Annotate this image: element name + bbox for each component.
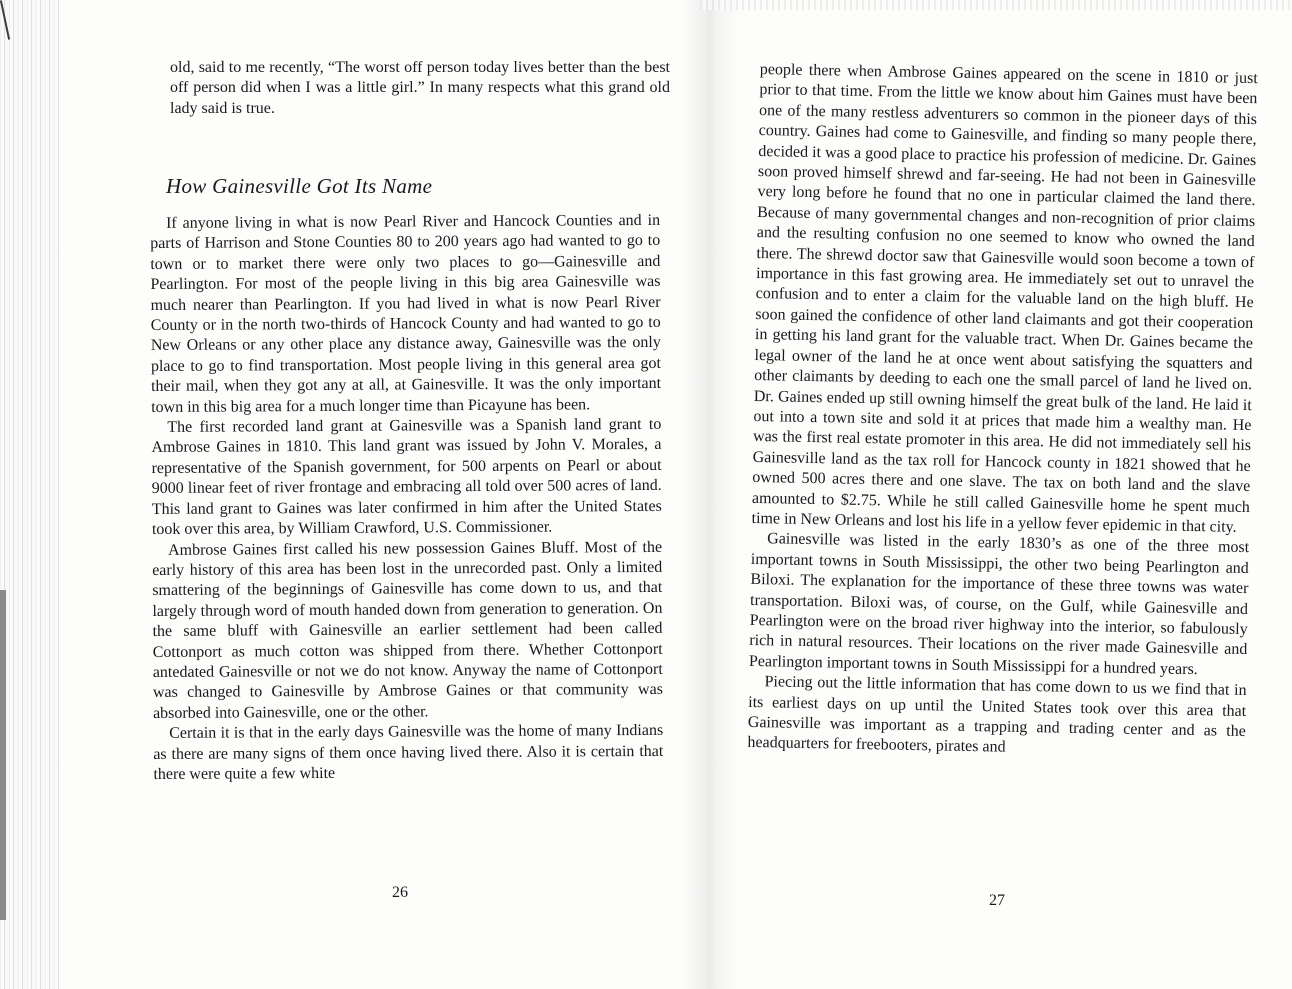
left-intro-block [170, 58, 670, 119]
book-gutter [680, 0, 740, 989]
left-paragraph: Certain it is that in the early days Gainesville was the home of many Indians as there are many signs of them once having lived there. Also it is certain that there were quite a few white [153, 722, 664, 783]
left-page-number: 26 [392, 884, 408, 901]
right-paragraph: Piecing out the little information that has come down to us we find that in its earliest days on up until the United States took over this area that Gainesville was important as a trapping and trading center and as the headquarters for freebooters, pirates and [747, 673, 1247, 757]
left-paragraph: If anyone living in what is now Pearl River and Hancock Counties and in parts of Harrison and Stone Counties 80 to 200 years ago had wanted to go to town or to market there were only two places to go—Gainesville and Pearlington. For most of the people living in this big area Gainesville was much nearer than Pearlington. If you had lived in what is now Pearl River County or in the north two-thirds of Hancock County and had wanted to go to New Orleans or any other place any distance away, Gainesville was the only place to go to find transportation. Most people living in this general area got their mail, when they got any at all, at Gainesville. It was the only important town in this big area for a much longer time than Picayune has been. [150, 211, 662, 416]
scan-edge-shadow [0, 590, 6, 920]
left-paragraph: The first recorded land grant at Gainesville was a Spanish land grant to Ambrose Gaines in 1810. This land grant was issued by John V. Morales, a representative of the Spanish government, for 500 arpents on Pearl or about 9000 linear feet of river frontage and embracing all told over 500 acres of land. This land grant to Gaines was later confirmed in him after the United States took over this area, by William Crawford, U.S. Commissioner. [151, 415, 662, 539]
right-page-number: 27 [989, 892, 1005, 909]
left-paragraph: Ambrose Gaines first called his new possession Gaines Bluff. Most of the early history of this area has been lost in the unrecorded past. Only a limited smattering of the beginnings of Gainesville has come down to us, and that largely through word of mouth handed down from generation to generation. On the same bluff with Gainesville an earlier settlement had been called Cottonport as much cotton was shipped from there. Whether Cottonport antedated Gainesville or not we do not know. Anyway the name of Cottonport was changed to Gainesville by Ambrose Gaines or that community was absorbed into Gainesville, one or the other. [152, 538, 663, 722]
right-body-text [747, 60, 1258, 763]
left-intro-paragraph: old, said to me recently, “The worst off person today lives better than the best off person did when I was a little girl.” In many respects what this grand old lady said is true. [170, 59, 670, 117]
right-paragraph: people there when Ambrose Gaines appeared on the scene in 1810 or just prior to that time. From the little we know about him Gaines must have been one of the many restless adventurers so common in the pioneer days of this country. Gaines had come to Gainesville, and finding so many people there, decided it was a good place to practice his profession of medicine. Dr. Gaines soon proved himself shrewd and far-seeing. He had not been in Gainesville very long before he found that no one in particular claimed the land there. Because of many governmental changes and non-recognition of prior claims and the resulting confusion no one seemed to know who owned the land there. The shrewd doctor saw that Gainesville would soon become a town of importance in this fast growing area. He immediately set out to unravel the confusion and to enter a claim for the valuable land on the high bluff. He soon gained the confidence of other land claimants and got their cooperation in getting his land grant for the valuable tract. When Dr. Gaines became the legal owner of the land he at once went about satisfying the squatters and other claimants by deeding to each one the small parcel of land he lived on. Dr. Gaines ended up still owning himself the great bulk of the land. He laid it out into a town site and sold it at prices that made him a wealthy man. He was the first real estate promoter in this area. He did not immediately sell his Gainesville land as the tax roll for Hancock county in 1821 showed that he owned 500 acres there and one slave. The tax on both land and the slave amounted to $2.75. While he still called Gainesville home he spent much time in New Orleans and lost his life in a yellow fever epidemic in that city. [751, 60, 1258, 536]
left-body-text [150, 211, 663, 785]
scan-edge [0, 0, 60, 989]
section-heading: How Gainesville Got Its Name [166, 174, 433, 198]
right-paragraph: Gainesville was listed in the early 1830’s as one of the three most important towns in South Mississippi, the other two being Pearlington and Biloxi. The explanation for the importance of these three towns was water transportation. Biloxi was, of course, on the Gulf, while Gainesville and Pearlington were on the broad river highway into the interior, so fabulously rich in natural resources. Their locations on the river made Gainesville and Pearlington important towns in South Mississippi for a hundred years. [748, 530, 1250, 678]
scan-top-noise [700, 0, 1292, 10]
